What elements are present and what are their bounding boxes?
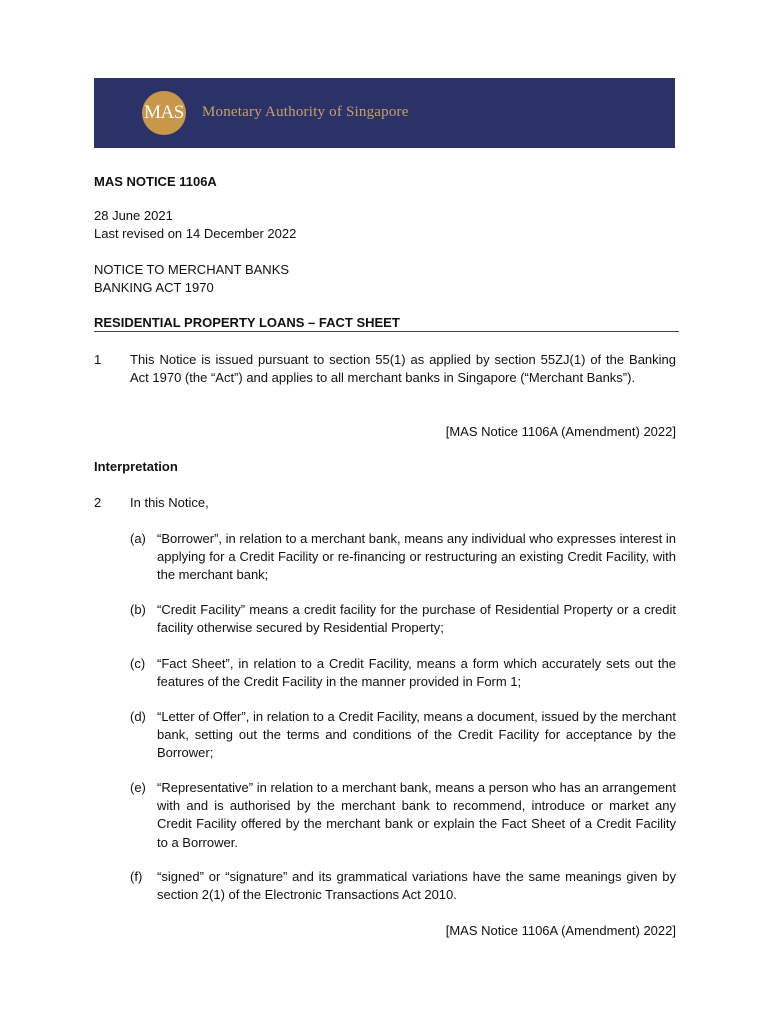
para-2-number: 2	[94, 495, 102, 510]
item-f-label: (f)	[130, 869, 143, 884]
item-c-text: “Fact Sheet”, in relation to a Credit Facility, means a form which accurately sets out the features of the Credit Facility in the manner provided in Form 1;	[157, 656, 676, 690]
item-e-text: “Representative” in relation to a merchant bank, means a person who has an arrangement with and is authorised by the merchant bank to recommend, introduce or market any Credit Facility offered by the merchant bank or explain the Fact Sheet of a Credit Facility to a Borrower.	[157, 780, 676, 850]
item-b-label: (b)	[130, 602, 146, 617]
act-name: BANKING ACT 1970	[94, 280, 214, 295]
item-b-text: “Credit Facility” means a credit facility for the purchase of Residential Property or a credit facility otherwise secured by Residential Property;	[157, 602, 676, 636]
item-c-label: (c)	[130, 656, 146, 671]
para-1-number: 1	[94, 352, 102, 367]
org-name: Monetary Authority of Singapore	[202, 104, 409, 120]
item-d-label: (d)	[130, 709, 146, 724]
addressee: NOTICE TO MERCHANT BANKS	[94, 262, 290, 277]
item-a-label: (a)	[130, 531, 146, 546]
notice-date: 28 June 2021	[94, 208, 173, 223]
amendment-note-1: [MAS Notice 1106A (Amendment) 2022]	[445, 424, 676, 439]
notice-title: MAS NOTICE 1106A	[94, 174, 217, 189]
mas-header-banner	[94, 78, 675, 148]
para-1-text: This Notice is issued pursuant to section 55(1) as applied by section 55ZJ(1) of the Banking Act 1970 (the “Act”) and applies to all merchant banks in Singapore (“Merchant Banks”).	[130, 352, 676, 386]
item-e-label: (e)	[130, 780, 146, 795]
mas-logo-text: MAS	[144, 102, 184, 123]
para-2-text: In this Notice,	[130, 495, 209, 510]
item-f-text: “signed” or “signature” and its grammatical variations have the same meanings given by section 2(1) of the Electronic Transactions Act 2010.	[157, 869, 676, 903]
item-a-text: “Borrower”, in relation to a merchant bank, means any individual who expresses interest in applying for a Credit Facility or re-financing or restructuring an existing Credit Facility, with the merchant bank;	[157, 531, 676, 583]
mas-logo	[142, 91, 186, 135]
subject-underline	[94, 331, 679, 332]
revised-date: Last revised on 14 December 2022	[94, 226, 297, 241]
subject-heading: RESIDENTIAL PROPERTY LOANS – FACT SHEET	[94, 315, 400, 330]
interpretation-heading: Interpretation	[94, 459, 178, 474]
item-d-text: “Letter of Offer”, in relation to a Credit Facility, means a document, issued by the merchant bank, setting out the terms and conditions of the Credit Facility for acceptance by the Borrower;	[157, 709, 676, 761]
amendment-note-2: [MAS Notice 1106A (Amendment) 2022]	[445, 923, 676, 938]
